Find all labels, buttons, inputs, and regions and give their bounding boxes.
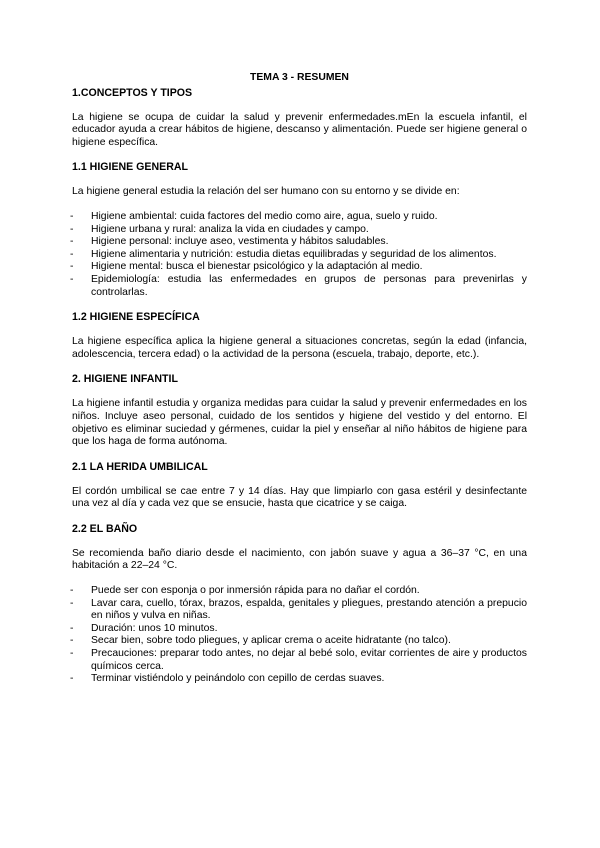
list-item: - Epidemiología: estudia las enfermedades en grupos de personas para prevenirlas y controlarlas. [72, 274, 527, 299]
list-el-bano [72, 585, 527, 686]
paragraph-higiene-infantil: La higiene infantil estudia y organiza medidas para cuidar la salud y prevenir enfermedades en los niños. Incluye aseo personal, cuidado de los sentidos y higiene del vestido y del entorno. El objetivo es eliminar suciedad y gérmenes, cuidar la piel y enseñar al niño hábitos de higiene para que los haga de forma autónoma. [72, 398, 527, 448]
list-item: - Duración: unos 10 minutos. [72, 623, 527, 636]
paragraph-herida-umbilical: El cordón umbilical se cae entre 7 y 14 días. Hay que limpiarlo con gasa estéril y desinfectante una vez al día y cada vez que se ensucie, hasta que cicatrice y se caiga. [72, 485, 527, 510]
section-heading-higiene-especifica: 1.2 HIGIENE ESPECÍFICA [72, 311, 200, 324]
section-heading-conceptos: 1.CONCEPTOS Y TIPOS [72, 86, 193, 99]
section-heading-higiene-infantil: 2. HIGIENE INFANTIL [72, 373, 178, 386]
section-heading-el-bano: 2.2 EL BAÑO [72, 522, 138, 535]
list-item: - Higiene ambiental: cuida factores del medio como aire, agua, suelo y ruido. [72, 211, 527, 224]
list-item: - Precauciones: preparar todo antes, no dejar al bebé solo, evitar corrientes de aire y productos químicos cerca. [72, 648, 527, 673]
document-page [72, 72, 527, 686]
list-higiene-general [72, 211, 527, 299]
list-item: - Terminar vistiéndolo y peinándolo con cepillo de cerdas suaves. [72, 673, 527, 686]
document-title: TEMA 3 - RESUMEN [250, 72, 349, 83]
paragraph-conceptos: La higiene se ocupa de cuidar la salud y prevenir enfermedades.mEn la escuela infantil, el educador ayuda a crear hábitos de higiene, descanso y alimentación. Puede ser higiene general o higiene específica. [72, 111, 527, 148]
list-item: - Higiene personal: incluye aseo, vestimenta y hábitos saludables. [72, 236, 527, 249]
paragraph-higiene-general: La higiene general estudia la relación del ser humano con su entorno y se divide en: [72, 186, 460, 198]
list-item: - Higiene urbana y rural: analiza la vida en ciudades y campo. [72, 224, 527, 237]
list-item: - Higiene alimentaria y nutrición: estudia dietas equilibradas y seguridad de los alimentos. [72, 249, 527, 262]
list-item: - Puede ser con esponja o por inmersión rápida para no dañar el cordón. [72, 585, 527, 598]
list-item: - Higiene mental: busca el bienestar psicológico y la adaptación al medio. [72, 261, 527, 274]
list-item: - Secar bien, sobre todo pliegues, y aplicar crema o aceite hidratante (no talco). [72, 635, 527, 648]
section-heading-higiene-general: 1.1 HIGIENE GENERAL [72, 161, 188, 174]
list-item: - Lavar cara, cuello, tórax, brazos, espalda, genitales y pliegues, prestando atención a prepucio en niños y vulva en niñas. [72, 598, 527, 623]
paragraph-el-bano: Se recomienda baño diario desde el nacimiento, con jabón suave y agua a 36–37 °C, en una habitación a 22–24 °C. [72, 547, 527, 572]
section-heading-herida-umbilical: 2.1 LA HERIDA UMBILICAL [72, 460, 208, 473]
paragraph-higiene-especifica: La higiene específica aplica la higiene general a situaciones concretas, según la edad (infancia, adolescencia, tercera edad) o la actividad de la persona (escuela, trabajo, deporte, etc.). [72, 336, 527, 360]
